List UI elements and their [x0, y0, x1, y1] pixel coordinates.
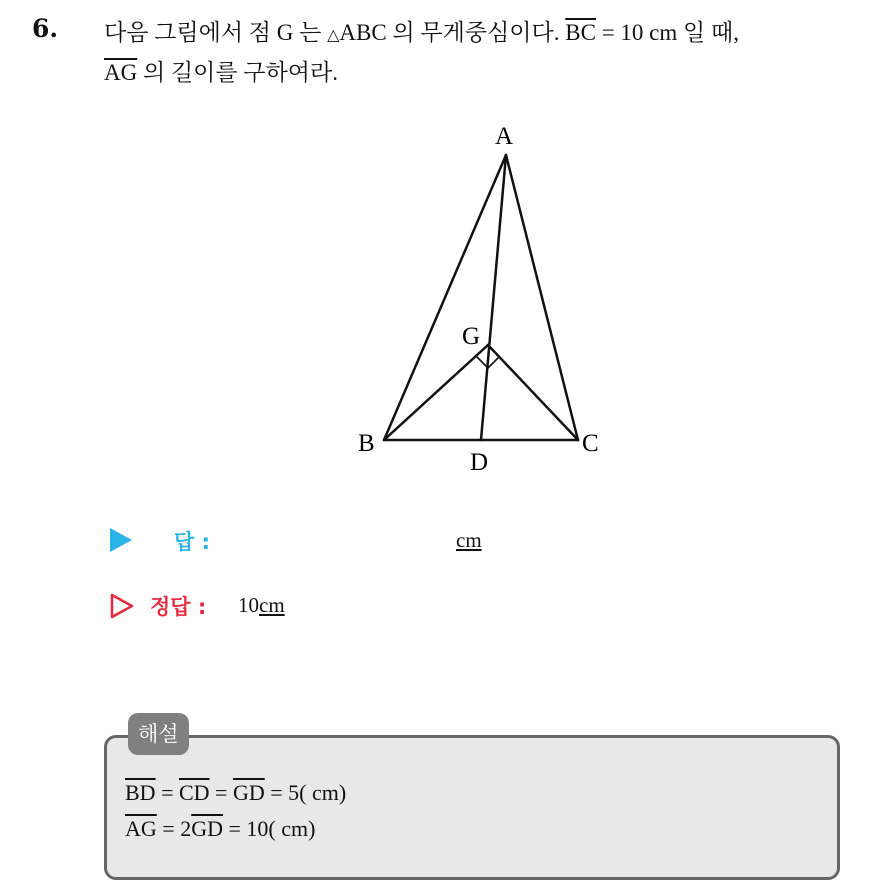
solution-line-2	[125, 816, 315, 842]
edge-ab	[384, 155, 506, 440]
sol1-eq2: =	[209, 780, 233, 805]
segment-bg	[384, 345, 488, 440]
answer-unit: cm	[456, 528, 482, 552]
problem-number: 6.	[32, 14, 59, 43]
edge-ac	[506, 155, 578, 440]
label-d: D	[470, 449, 489, 476]
solution-box	[104, 735, 840, 880]
median-ad	[481, 155, 506, 440]
answer-row	[110, 522, 610, 562]
label-b: B	[358, 430, 375, 457]
sol2-mid: = 2	[156, 816, 192, 841]
sol1-tail: = 5( cm)	[264, 780, 347, 805]
sol1-seg-bd: $\overline{BD}$	[125, 780, 156, 805]
question-part1: 다음 그림에서 점 G 는	[104, 20, 328, 45]
correct-value	[238, 593, 285, 618]
sol1-eq1: =	[155, 780, 179, 805]
correct-unit: cm	[259, 593, 285, 617]
segment-cg	[488, 345, 578, 440]
question-part4: 의 길이를 구하여라.	[137, 60, 338, 85]
play-outline-icon	[110, 593, 134, 619]
segment-ag: $\overline{AG}$	[104, 60, 138, 85]
triangle-symbol: △	[327, 27, 340, 44]
answer-label: 답 :	[174, 530, 210, 554]
label-c: C	[582, 430, 599, 457]
correct-number: 10	[238, 593, 259, 617]
solution-line-1	[125, 780, 346, 806]
label-g: G	[462, 323, 481, 350]
correct-answer-row	[110, 587, 610, 627]
sol2-seg-gd: $\overline{GD}$	[191, 816, 223, 841]
question-text	[104, 14, 874, 91]
sol2-tail: = 10( cm)	[222, 816, 316, 841]
question-part2: ABC 의 무게중심이다.	[339, 20, 566, 45]
sol1-seg-cd: $\overline{CD}$	[178, 780, 210, 805]
sol1-seg-gd: $\overline{GD}$	[232, 780, 265, 805]
question-part3: = 10 cm 일 때,	[595, 20, 739, 45]
triangle-figure	[340, 110, 620, 480]
play-filled-icon	[110, 528, 132, 552]
segment-bc: $\overline{BC}$	[565, 20, 596, 45]
correct-label: 정답 :	[150, 595, 207, 619]
solution-tab: 해설	[128, 713, 189, 755]
label-a: A	[495, 123, 514, 150]
sol2-seg-ag: $\overline{AG}$	[125, 816, 157, 841]
